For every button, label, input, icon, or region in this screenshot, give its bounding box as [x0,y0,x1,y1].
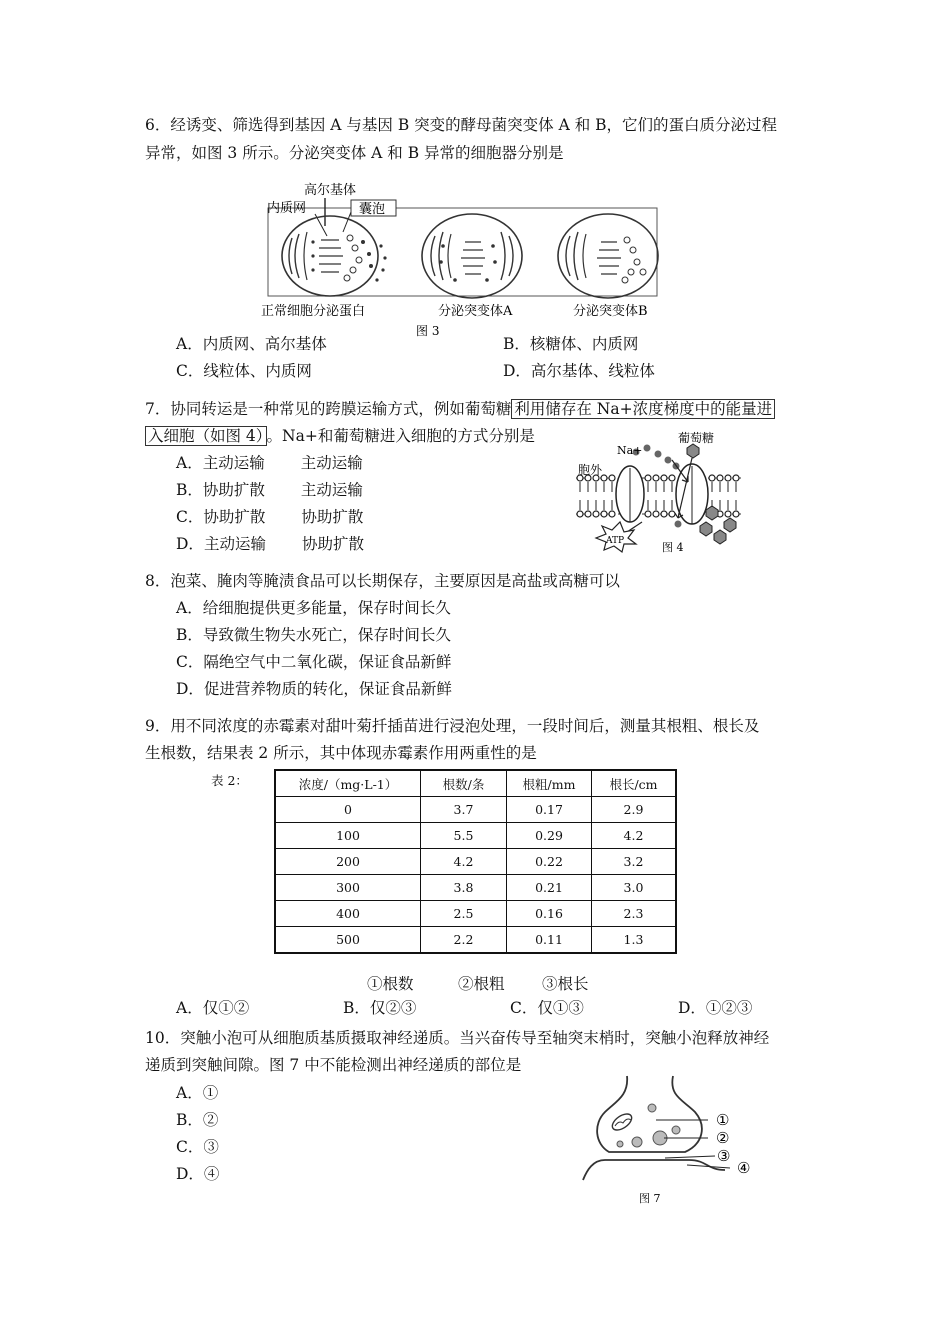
table-row [275,797,676,823]
header-concentration: 浓度/（mg·L-1） [275,770,421,797]
option-second: 主动运输 [300,481,363,499]
q6-stem-line2: 异常，如图 3 所示。分泌突变体 A 和 B 异常的细胞器分别是 [145,144,564,162]
vesicle [617,1141,623,1147]
q7-stem-line2-boxed: 入细胞（如图 4） [145,426,267,446]
figure-4-cotransport [572,430,757,560]
table-cell: 300 [275,875,421,901]
axon-terminal [597,1076,702,1152]
table-cell: 500 [275,927,421,954]
q10-stem-line2: 递质到突触间隙。图 7 中不能检测出神经递质的部位是 [145,1056,522,1074]
figure-4-label: 图 4 [662,541,684,554]
label-outside: 胞外 [578,463,603,477]
caption-mutant-b: 分泌突变体B [573,304,648,319]
table-row [275,823,676,849]
q9-stem-line1: 9．用不同浓度的赤霉素对甜叶菊扦插苗进行浸泡处理，一段时间后，测量其根粗、根长及 [145,717,760,735]
q7-option-b [176,477,363,504]
cell-normal [282,216,387,296]
option-first: 主动运输 [202,454,265,472]
label-vesicle: 囊泡 [359,202,386,217]
label-na: Na+ [617,444,643,457]
table-cell: 2.5 [421,901,507,927]
table-cell: 0.22 [507,849,592,875]
table-row [275,927,676,954]
table-row [275,875,676,901]
q10-option-d: D．④ [176,1165,220,1183]
q10-option-b: B．② [176,1111,219,1129]
q10-option-a: A．① [176,1084,219,1102]
marker-1: ① [716,1111,730,1129]
table-cell: 5.5 [421,823,507,849]
header-root-thickness: 根粗/mm [507,770,592,797]
q6-stem-line1: 6．经诱变、筛选得到基因 A 与基因 B 突变的酵母菌突变体 A 和 B，它们的蛋白质分泌过程 [145,116,778,134]
table-cell: 200 [275,849,421,875]
marker-3: ③ [717,1147,731,1165]
table-cell: 3.0 [592,875,677,901]
q8-option-c: C．隔绝空气中二氧化碳，保证食品新鲜 [176,653,452,671]
label-er: 内质网 [267,201,307,216]
q9-item-3: ③根长 [542,975,589,993]
q6-option-a: A．内质网、高尔基体 [176,335,327,353]
table-cell: 0 [275,797,421,823]
q9-option-d: D．①②③ [678,999,753,1017]
figure-3-label: 图 3 [416,324,440,338]
q8-option-b: B．导致微生物失水死亡，保存时间长久 [176,626,451,644]
table-cell: 0.17 [507,797,592,823]
vesicle [672,1126,680,1134]
caption-mutant-a: 分泌突变体A [438,304,513,319]
q7-stem-line2-text: 。Na+和葡萄糖进入细胞的方式分别是 [266,427,535,445]
option-first: 协助扩散 [203,508,266,526]
q10-stem-line1: 10．突触小泡可从细胞质基质摄取神经递质。当兴奋传导至轴突末梢时，突触小泡释放神经 [145,1029,770,1047]
figure-3-secretion-mutants [255,176,695,346]
cell-mutant-b [558,214,658,298]
q10-option-c: C．③ [176,1138,219,1156]
header-root-number: 根数/条 [421,770,507,797]
q7-option-c [176,504,363,531]
table-cell: 0.11 [507,927,592,954]
option-letter: A． [176,454,203,472]
table-2-label: 表 2： [211,773,248,788]
table-cell: 0.21 [507,875,592,901]
option-letter: B． [176,481,203,499]
marker-2: ② [716,1129,730,1147]
marker-4: ④ [737,1159,751,1177]
figure-7-synapse [575,1072,775,1212]
q8-option-a: A．给细胞提供更多能量，保存时间长久 [176,599,451,617]
q7-option-d [176,531,364,558]
q6-option-d: D．高尔基体、线粒体 [503,362,655,380]
label-golgi: 高尔基体 [304,183,357,198]
header-root-length: 根长/cm [592,770,677,797]
label-atp: ATP [606,536,625,546]
table-2 [274,769,677,954]
table-header-row [275,770,676,797]
q9-option-c: C．仅①③ [510,999,584,1017]
option-letter: C． [176,508,204,526]
table-cell: 2.3 [592,901,677,927]
table-cell: 100 [275,823,421,849]
q7-option-a [176,450,363,477]
q9-item-2: ②根粗 [458,975,505,993]
option-second: 主动运输 [300,454,363,472]
option-second: 协助扩散 [301,535,364,553]
option-first: 主动运输 [203,535,266,553]
q6-option-b: B．核糖体、内质网 [503,335,639,353]
table-cell: 3.7 [421,797,507,823]
table-cell: 2.2 [421,927,507,954]
caption-normal: 正常细胞分泌蛋白 [261,304,366,319]
q9-stem-line2: 生根数，结果表 2 所示，其中体现赤霉素作用两重性的是 [145,744,537,762]
table-cell: 4.2 [421,849,507,875]
q6-option-c: C．线粒体、内质网 [176,362,312,380]
option-second: 协助扩散 [301,508,364,526]
vesicle [632,1137,642,1147]
q8-option-d: D．促进营养物质的转化，保证食品新鲜 [176,680,452,698]
table-row [275,849,676,875]
option-letter: D． [176,535,204,553]
figure-7-label: 图 7 [639,1192,661,1205]
q9-item-1: ①根数 [367,975,414,993]
vesicle [648,1104,656,1112]
q7-stem-line1 [145,396,775,423]
q7-stem-line1-boxed: 利用储存在 Na+浓度梯度中的能量进 [511,399,775,419]
q7-stem-line1-text: 7．协同转运是一种常见的跨膜运输方式，例如葡萄糖 [145,400,512,418]
table-cell: 0.16 [507,901,592,927]
postsynaptic-membrane [583,1160,725,1180]
option-first: 协助扩散 [202,481,265,499]
cell-mutant-a [422,214,522,298]
table-cell: 1.3 [592,927,677,954]
table-cell: 4.2 [592,823,677,849]
table-cell: 0.29 [507,823,592,849]
table-cell: 2.9 [592,797,677,823]
q8-stem: 8．泡菜、腌肉等腌渍食品可以长期保存，主要原因是高盐或高糖可以 [145,572,620,590]
q9-option-b: B．仅②③ [343,999,417,1017]
label-glucose: 葡萄糖 [678,431,715,445]
q7-stem-line2 [145,423,535,450]
table-row [275,901,676,927]
table-cell: 3.2 [592,849,677,875]
table-cell: 400 [275,901,421,927]
table-cell: 3.8 [421,875,507,901]
q9-option-a: A．仅①② [176,999,250,1017]
